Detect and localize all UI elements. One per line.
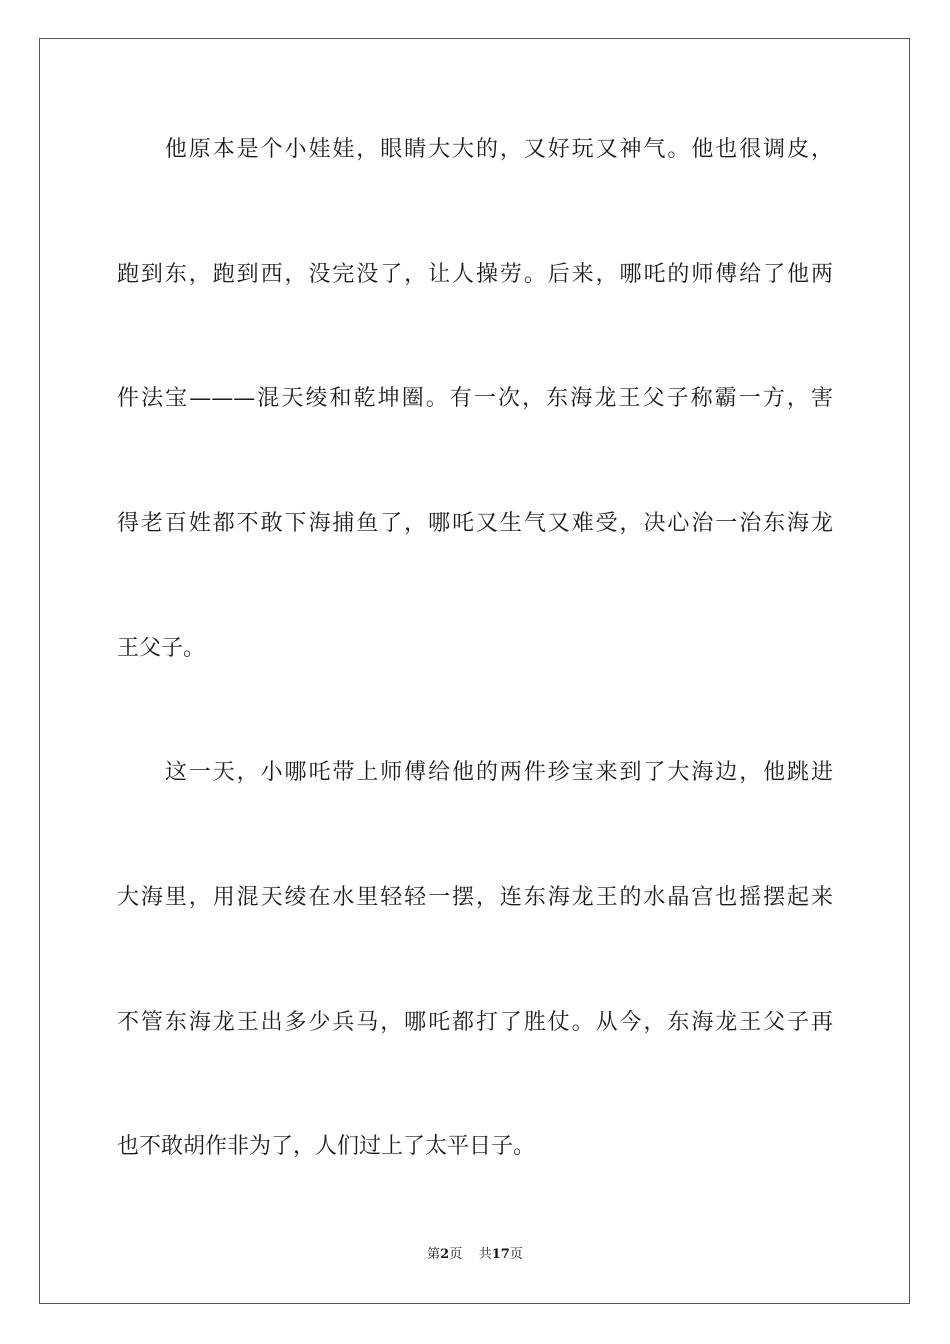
text-line: 件法宝———混天绫和乾坤圈。有一次，东海龙王父子称霸一方，害 bbox=[117, 386, 833, 411]
page-number: 2 bbox=[440, 1247, 450, 1262]
total-suffix: 页 bbox=[509, 1247, 523, 1262]
text-line: 王父子。 bbox=[117, 636, 206, 661]
page-footer bbox=[0, 1246, 950, 1264]
text-line: 跑到东，跑到西，没完没了，让人操劳。后来，哪吒的师傅给了他两 bbox=[117, 262, 833, 287]
total-prefix: 共 bbox=[478, 1247, 492, 1262]
page-suffix: 页 bbox=[449, 1247, 463, 1262]
text-line: 不管东海龙王出多少兵马，哪吒都打了胜仗。从今，东海龙王父子再 bbox=[117, 1010, 833, 1035]
text-line: 这一天，小哪吒带上师傅给他的两件珍宝来到了大海边，他跳进 bbox=[117, 760, 833, 785]
page-border bbox=[39, 38, 910, 1304]
text-line: 得老百姓都不敢下海捕鱼了，哪吒又生气又难受，决心治一治东海龙 bbox=[117, 511, 833, 536]
text-line: 他原本是个小娃娃，眼睛大大的，又好玩又神气。他也很调皮， bbox=[117, 137, 833, 162]
text-line: 大海里，用混天绫在水里轻轻一摆，连东海龙王的水晶宫也摇摆起来 bbox=[117, 885, 833, 910]
page-prefix: 第 bbox=[427, 1247, 441, 1262]
total-pages: 17 bbox=[491, 1247, 510, 1262]
text-line: 也不敢胡作非为了，人们过上了太平日子。 bbox=[117, 1134, 536, 1159]
